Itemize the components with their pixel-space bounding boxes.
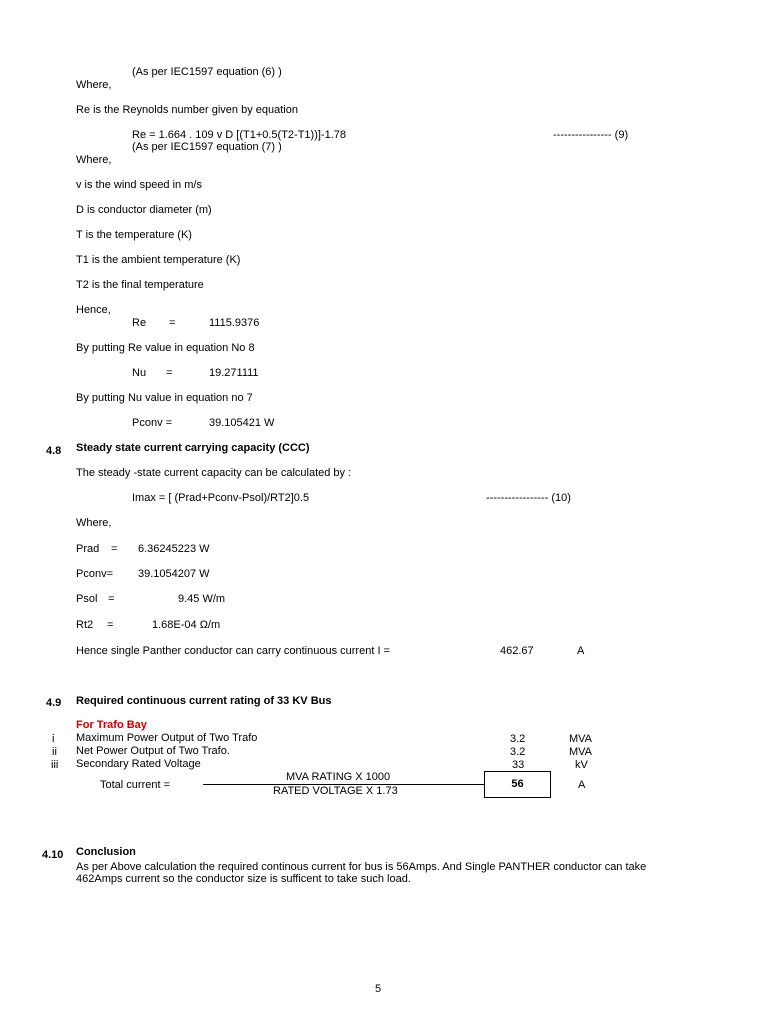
row-index: ii [52, 746, 57, 758]
row-index: i [52, 733, 55, 745]
pconv-label: Pconv= [76, 568, 113, 580]
row-unit: MVA [569, 746, 593, 758]
text-line: (As per IEC1597 equation (6) ) [132, 66, 282, 78]
page-number: 5 [375, 983, 382, 995]
prad-label: Prad [76, 543, 100, 555]
psol-equals: = [108, 593, 115, 605]
text-line: D is conductor diameter (m) [76, 204, 212, 216]
total-unit: A [578, 779, 586, 791]
nu-equals: = [166, 367, 173, 379]
equation-ref: ----------------- (10) [486, 492, 571, 504]
row-label: Net Power Output of Two Trafo. [76, 745, 230, 757]
pconv-value: 39.105421 W [209, 417, 275, 429]
paragraph-line: As per Above calculation the required continous current for bus is 56Amps. And Single PANTHER conductor can take [76, 861, 647, 873]
equation: Re = 1.664 . 109 v D [(T1+0.5(T2-T1))]-1.78 [132, 129, 346, 141]
re-label: Re [132, 317, 147, 329]
row-index: iii [51, 759, 59, 771]
total-label: Total current = [100, 779, 171, 791]
psol-value: 9.45 W/m [178, 593, 226, 605]
text-line: T1 is the ambient temperature (K) [76, 254, 241, 266]
result-value: 462.67 [500, 645, 534, 657]
subheading: For Trafo Bay [76, 719, 147, 731]
re-value: 1115.9376 [209, 317, 260, 329]
section-number: 4.10 [42, 849, 64, 861]
pconv-label: Pconv = [132, 417, 173, 429]
text-line: By putting Re value in equation No 8 [76, 342, 255, 354]
rt2-value: 1.68E-04 Ω/m [152, 619, 221, 631]
equation-ref: ---------------- (9) [553, 129, 629, 141]
equation: Imax = [ (Prad+Pconv-Psol)/RT2]0.5 [132, 492, 310, 504]
prad-value: 6.36245223 W [138, 543, 210, 555]
fraction-denominator: RATED VOLTAGE X 1.73 [273, 785, 398, 797]
section-title: Steady state current carrying capacity (CCC) [76, 442, 310, 454]
text-line: The steady -state current capacity can be calculated by : [76, 467, 352, 479]
fraction-numerator: MVA RATING X 1000 [286, 771, 391, 783]
pconv-value: 39.1054207 W [138, 568, 210, 580]
row-unit: MVA [569, 733, 593, 745]
row-label: Secondary Rated Voltage [76, 758, 201, 770]
text-line: By putting Nu value in equation no 7 [76, 392, 253, 404]
row-value: 3.2 [510, 746, 526, 758]
text-line: T is the temperature (K) [76, 229, 192, 241]
text-line: Where, [76, 517, 112, 529]
row-label: Maximum Power Output of Two Trafo [76, 732, 258, 744]
text-line: T2 is the final temperature [76, 279, 204, 291]
result-text: Hence single Panther conductor can carry continuous current I = [76, 645, 390, 657]
paragraph-line: 462Amps current so the conductor size is sufficent to take such load. [76, 873, 411, 885]
text-line: Where, [76, 79, 112, 91]
text-line: Where, [76, 154, 112, 166]
total-value-box [484, 771, 551, 798]
total-value: 56 [511, 778, 524, 790]
nu-label: Nu [132, 367, 147, 379]
text-line: v is the wind speed in m/s [76, 179, 202, 191]
re-equals: = [169, 317, 176, 329]
prad-equals: = [111, 543, 118, 555]
psol-label: Psol [76, 593, 98, 605]
section-number: 4.9 [46, 697, 62, 709]
text-line: Hence, [76, 304, 111, 316]
row-value: 3.2 [510, 733, 526, 745]
text-line: Re is the Reynolds number given by equation [76, 104, 298, 116]
section-title: Required continuous current rating of 33 KV Bus [76, 695, 332, 707]
text-line: (As per IEC1597 equation (7) ) [132, 141, 282, 153]
row-value: 33 [512, 759, 525, 771]
result-unit: A [577, 645, 585, 657]
row-unit: kV [575, 759, 588, 771]
section-number: 4.8 [46, 445, 62, 457]
rt2-label: Rt2 [76, 619, 94, 631]
section-title: Conclusion [76, 846, 136, 858]
nu-value: 19.271111 [209, 367, 259, 379]
rt2-equals: = [107, 619, 114, 631]
